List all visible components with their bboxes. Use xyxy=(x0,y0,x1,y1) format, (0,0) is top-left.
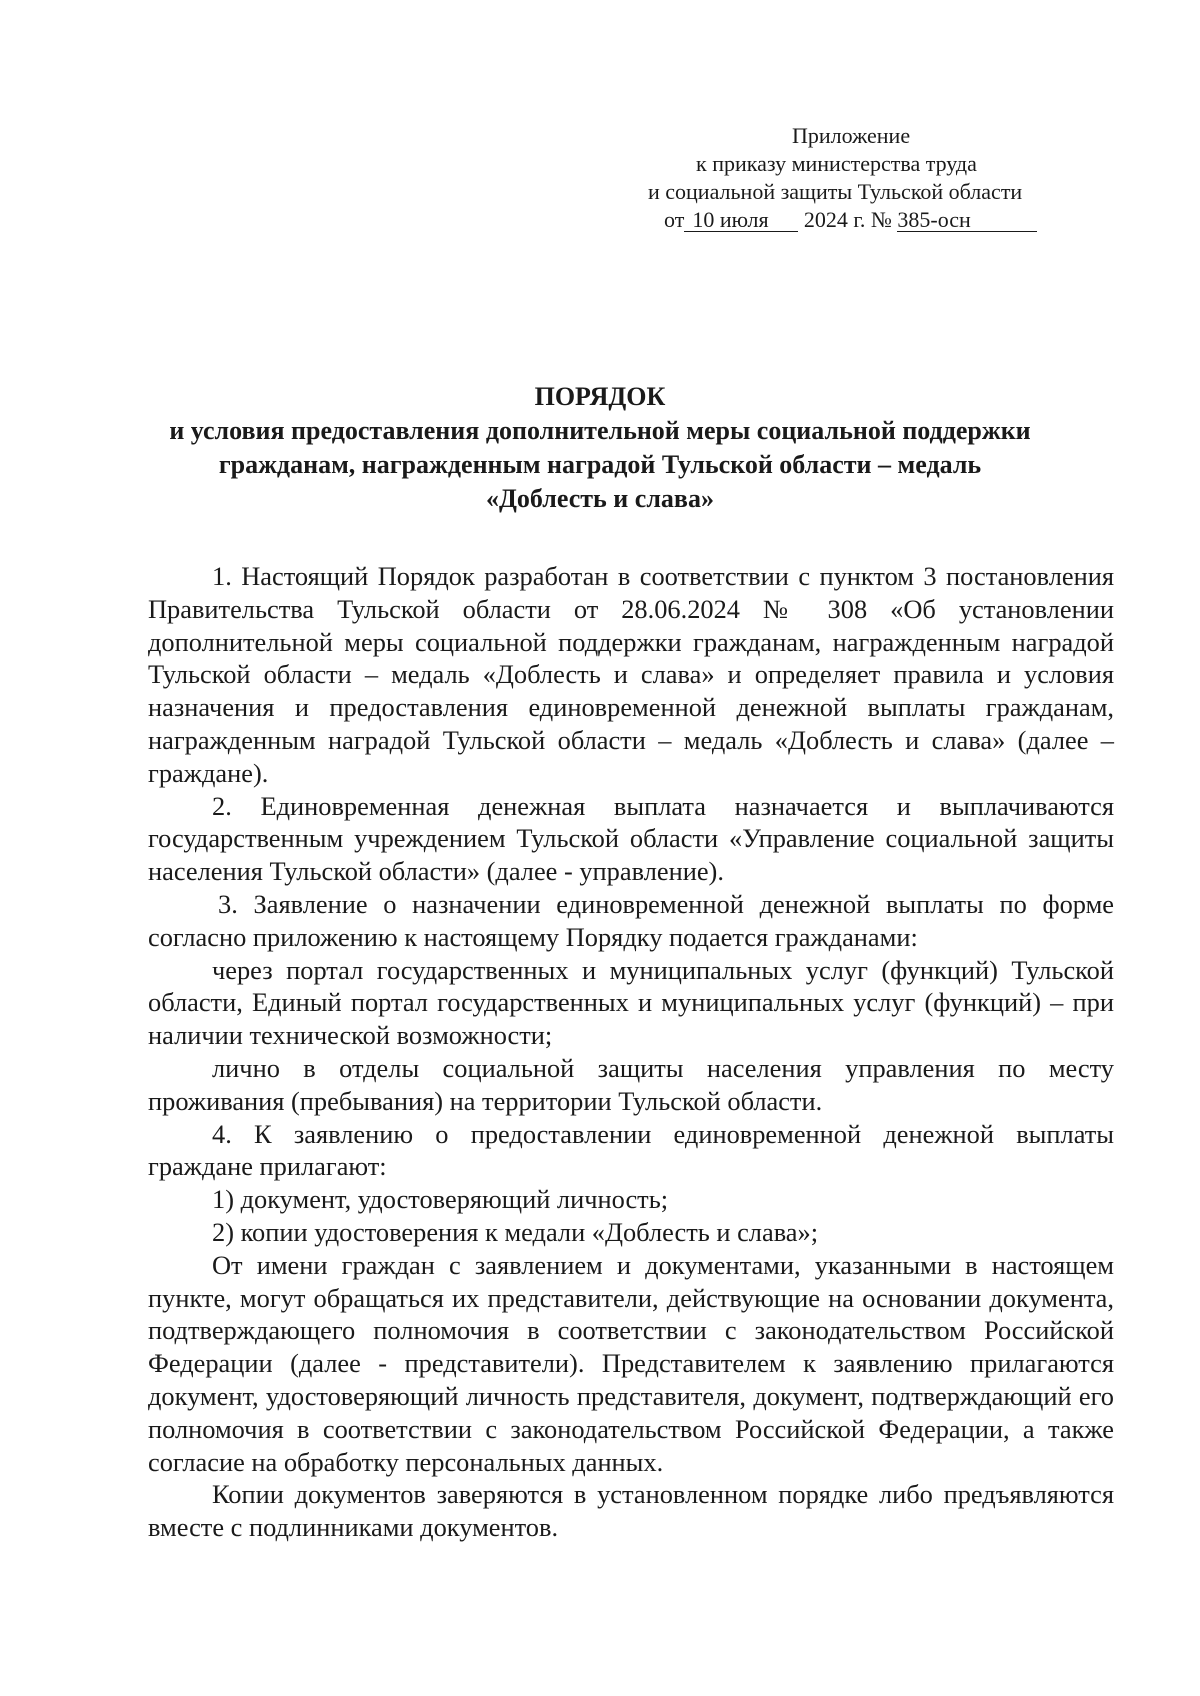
title-line-3: гражданам, награжденным наградой Тульской области – медаль xyxy=(218,450,982,479)
appendix-line-2: к приказу министерства труда xyxy=(696,151,977,176)
appendix-date-line xyxy=(620,206,1090,234)
paragraph-representatives: От имени граждан с заявлением и документами, указанными в настоящем пункте, могут обращаться их представители, действующие на основании документа, подтверждающего полномочия в соответствии с законодательством Российской Федерации (далее - представители). Представителем к заявлению прилагаются документ, удостоверяющий личность представителя, документ, подтверждающий его полномочия в соответствии с законодательством Российской Федерации, а также согласие на обработку персональных данных. xyxy=(148,1249,1114,1477)
paragraph-3-option-portal: через портал государственных и муниципальных услуг (функций) Тульской области, Единый портал государственных и муниципальных услуг (функций) – при наличии технической возможности; xyxy=(148,954,1114,1051)
title-heading: ПОРЯДОК xyxy=(534,382,666,411)
paragraph-3-option-in-person: лично в отделы социальной защиты населения управления по месту проживания (пребывания) на территории Тульской области. xyxy=(148,1052,1114,1116)
title-line-2: и условия предоставления дополнительной меры социальной поддержки xyxy=(169,416,1031,445)
document-body xyxy=(148,560,1114,1544)
paragraph-3: 3. Заявление о назначении единовременной денежной выплаты по форме согласно приложению к настоящему Порядку подается гражданами: xyxy=(148,888,1114,952)
appendix-line-1: Приложение xyxy=(792,123,911,148)
paragraph-4-item-2: 2) копии удостоверения к медали «Доблесть и слава»; xyxy=(212,1216,819,1247)
title-line-4: «Доблесть и слава» xyxy=(486,484,714,513)
appendix-line-3: и социальной защиты Тульской области xyxy=(648,179,1023,204)
date-value: 10 июля xyxy=(684,209,798,232)
paragraph-4-item-1: 1) документ, удостоверяющий личность; xyxy=(212,1184,669,1215)
document-title xyxy=(100,380,1100,516)
appendix-note xyxy=(620,122,1090,234)
paragraph-2: 2. Единовременная денежная выплата назначается и выплачиваются государственным учреждением Тульской области «Управление социальной защиты населения Тульской области» (далее - управление). xyxy=(148,790,1114,887)
year-value: 2024 г. № xyxy=(803,207,892,232)
order-number: 385-осн xyxy=(897,209,1037,232)
paragraph-copies: Копии документов заверяются в установленном порядке либо предъявляются вместе с подлинниками документов. xyxy=(148,1479,1114,1543)
paragraph-1: 1. Настоящий Порядок разработан в соответствии с пунктом 3 постановления Правительства Тульской области от 28.06.2024 № 308 «Об установлении дополнительной меры социальной поддержки гражданам, награжденным наградой Тульской области – медаль «Доблесть и слава» и определяет правила и условия назначения и предоставления единовременной денежной выплаты гражданам, награжденным наградой Тульской области – медаль «Доблесть и слава» (далее – граждане). xyxy=(148,561,1114,788)
date-prefix: от xyxy=(664,207,685,232)
paragraph-4: 4. К заявлению о предоставлении единовременной денежной выплаты граждане прилагают: xyxy=(148,1118,1114,1182)
